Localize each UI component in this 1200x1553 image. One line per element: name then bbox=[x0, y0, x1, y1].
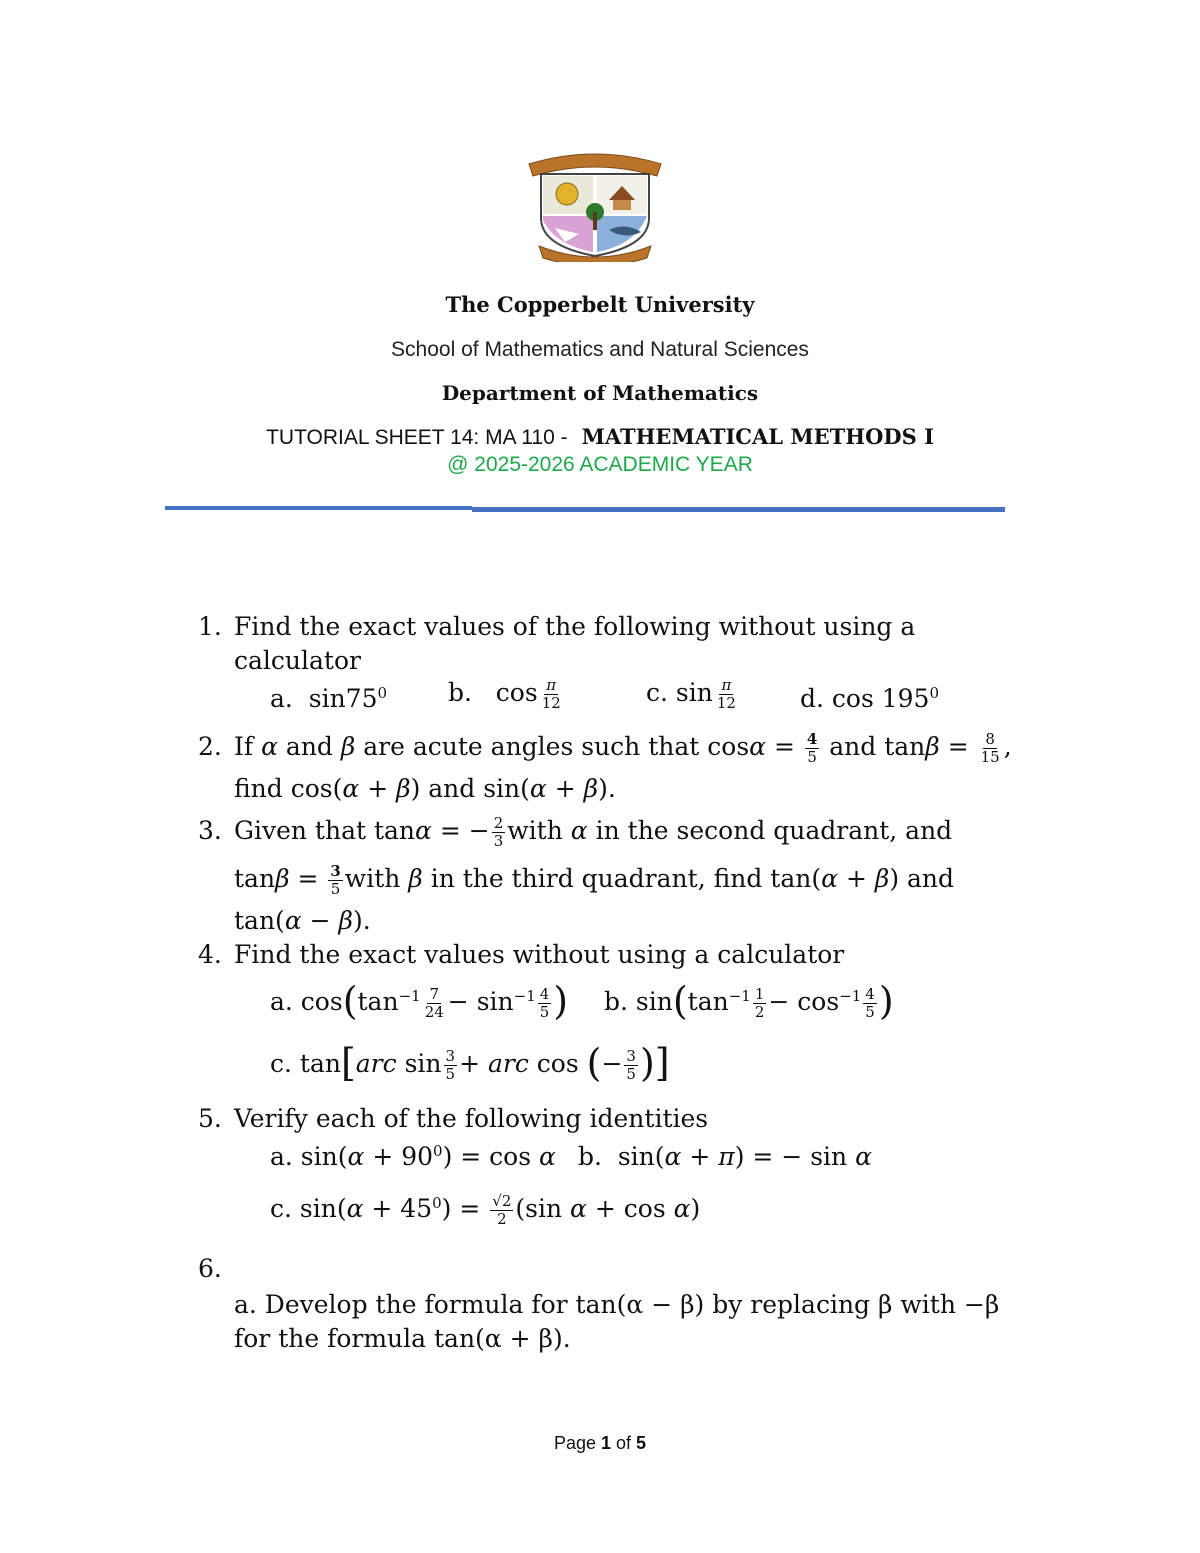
page-number: 1 bbox=[601, 1433, 612, 1453]
question-2-line-2: find cos(α + β) and sin(α + β). bbox=[234, 774, 616, 803]
question-6a-line-1: a. Develop the formula for tan(α − β) by replacing β with −β bbox=[234, 1290, 1000, 1319]
question-4-text: Find the exact values without using a calculator bbox=[234, 940, 845, 969]
university-name: The Copperbelt University bbox=[445, 292, 755, 317]
question-number: 4. bbox=[198, 940, 222, 969]
question-5b: b. sin(α + π) = − sin α bbox=[578, 1142, 872, 1171]
question-number: 2. bbox=[198, 732, 222, 761]
question-number: 1. bbox=[198, 612, 222, 641]
question-4b: b. $\sin(\tan^{-1}$ $\frac{1}{2}$ − $\cos^{-1}$ $\frac{4}{5}$ ) bbox=[604, 979, 894, 1023]
question-5c: c. $\sin(\alpha + 45^0)$ = $\frac{√2}{2}$ (sin α + cos α) bbox=[270, 1192, 701, 1228]
question-3-line-1: Given that tanα = − $\frac{2}{3}$ with α in the second quadrant, and bbox=[234, 814, 953, 850]
university-logo bbox=[525, 150, 665, 262]
question-1-line-1: Find the exact values of the following without using a bbox=[234, 612, 916, 641]
question-1c: c. sin $\frac{\pi}{12}$ bbox=[646, 676, 736, 712]
academic-year: @ 2025-2026 ACADEMIC YEAR bbox=[447, 453, 753, 476]
question-3-line-3: tan(α − β). bbox=[234, 906, 371, 935]
question-number: 6. bbox=[198, 1254, 222, 1283]
question-number: 5. bbox=[198, 1104, 222, 1133]
question-4c: c. tan[arc sin $\frac{3}{5}$ + arc cos (− $\frac{3}{5}$ )] bbox=[270, 1041, 670, 1085]
question-4a: a. $\cos(\tan^{-1}$ $\frac{7}{24}$ − $\sin^{-1}$ $\frac{4}{5}$ ) bbox=[270, 979, 569, 1023]
question-1d: d. $\cos 195^0$ bbox=[800, 684, 939, 713]
question-1b: b. cos $\frac{\pi}{12}$ bbox=[448, 676, 561, 712]
question-2-line-1: If α and β are acute angles such that cosα = $\frac{4}{5}$ and tanβ = $\frac{8}{15}$ , bbox=[234, 730, 1012, 766]
tutorial-heading bbox=[0, 424, 1200, 450]
header-divider-right bbox=[472, 507, 1005, 512]
question-5a: a. $\sin(\alpha + 90^0) = \cos \alpha$ bbox=[270, 1142, 556, 1171]
page-total: 5 bbox=[636, 1433, 647, 1453]
question-number: 3. bbox=[198, 816, 222, 845]
tutorial-prefix: TUTORIAL SHEET 14: MA 110 - bbox=[266, 426, 568, 449]
school-name: School of Mathematics and Natural Sciences bbox=[391, 338, 809, 361]
question-3-line-2: tanβ = $\frac{3}{5}$ with β in the third quadrant, find tan(α + β) and bbox=[234, 862, 955, 898]
question-6a-line-2: for the formula tan(α + β). bbox=[234, 1324, 571, 1353]
page-footer: Page 1 of 5 bbox=[553, 1433, 647, 1453]
course-title: MATHEMATICAL METHODS I bbox=[581, 424, 934, 449]
header-divider-left bbox=[165, 506, 472, 510]
question-1-line-2: calculator bbox=[234, 646, 361, 675]
department-name: Department of Mathematics bbox=[441, 381, 759, 405]
question-1a: a. $\sin 75^0$ bbox=[270, 684, 388, 713]
question-5-text: Verify each of the following identities bbox=[234, 1104, 709, 1133]
